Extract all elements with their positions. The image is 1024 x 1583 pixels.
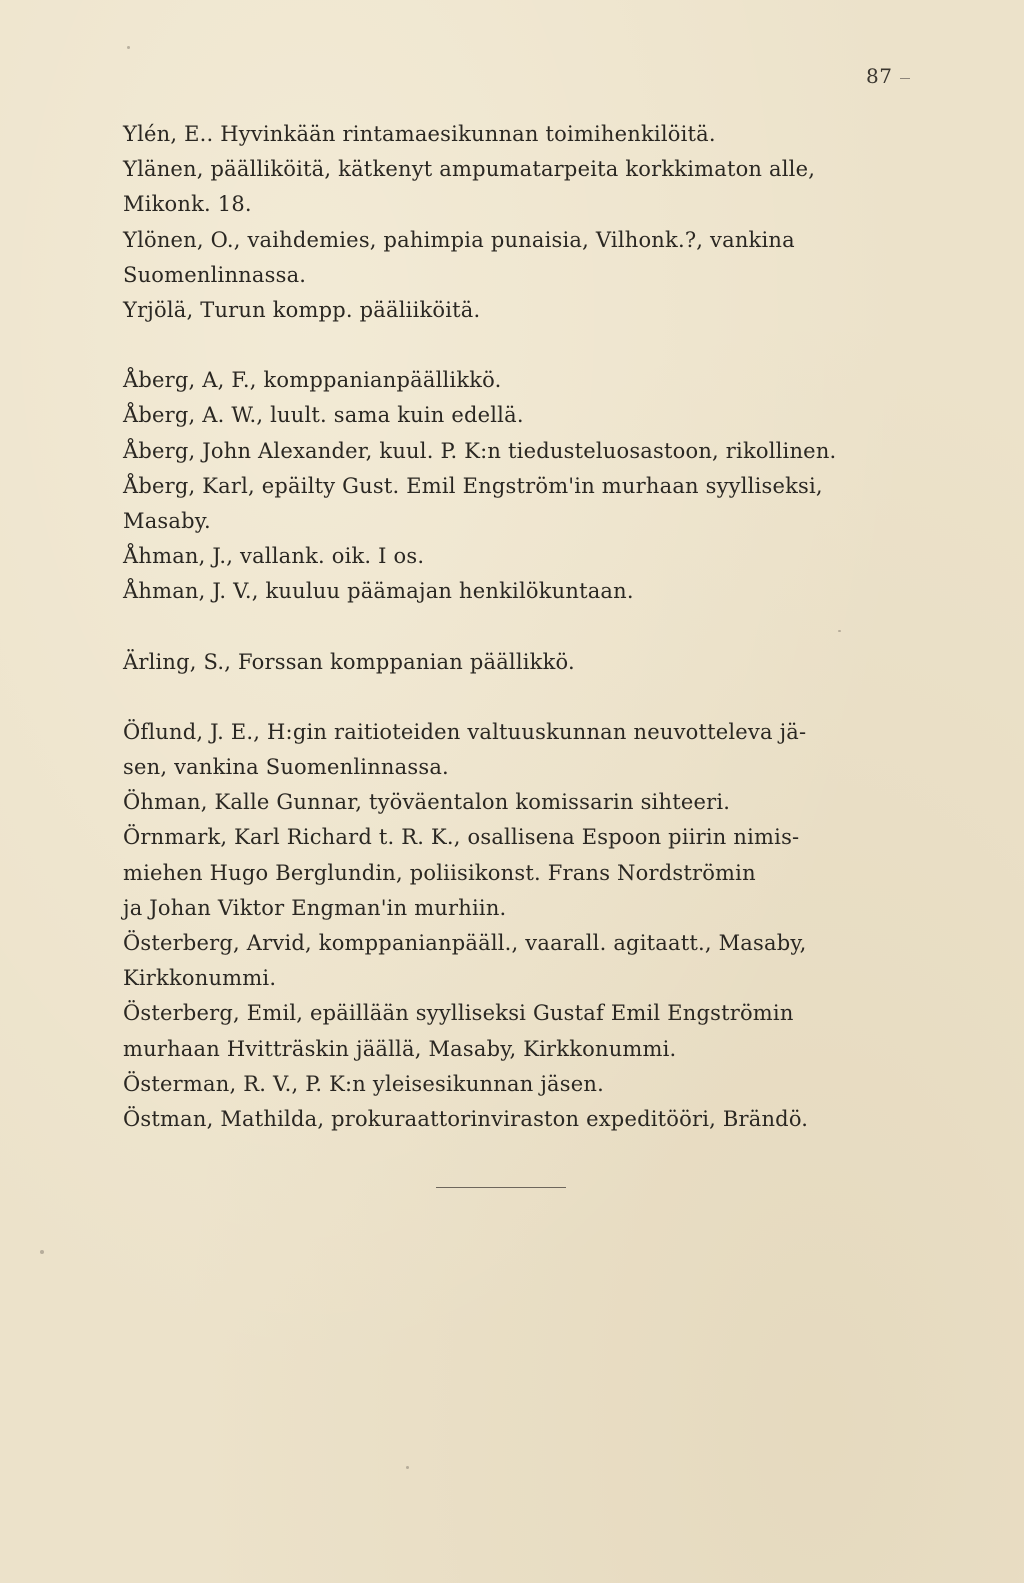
index-entry [123, 574, 893, 609]
entry-line: Åhman, J. V., kuuluu päämajan henkilökuntaan. [123, 579, 634, 604]
entry-line: Öflund, J. E., H:gin raitioteiden valtuuskunnan neuvotteleva jä- [123, 719, 807, 744]
index-entry [123, 926, 893, 996]
entry-line: Suomenlinnassa. [123, 262, 307, 287]
index-entry [123, 152, 893, 222]
index-entry [123, 645, 893, 680]
entry-line: Örnmark, Karl Richard t. R. K., osallisena Espoon piirin nimis- [123, 825, 800, 850]
index-entry [123, 117, 893, 152]
page-number-dash [900, 78, 910, 79]
entry-line: Ylänen, päälliköitä, kätkenyt ampumatarpeita korkkimaton alle, [123, 157, 816, 182]
entry-line: sen, vankina Suomenlinnassa. [123, 755, 449, 780]
page-number: 87 [866, 64, 893, 88]
entry-line: Österberg, Emil, epäillään syylliseksi Gustaf Emil Engströmin [123, 1001, 794, 1026]
entry-line: Åhman, J., vallank. oik. I os. [123, 544, 425, 569]
entry-line: murhaan Hvitträskin jäällä, Masaby, Kirkkonummi. [123, 1036, 677, 1061]
paper-speck [406, 1466, 409, 1469]
entry-line: Åberg, John Alexander, kuul. P. K:n tiedusteluosastoon, rikollinen. [123, 438, 837, 463]
index-entry [123, 539, 893, 574]
entry-line: Åberg, A, F., komppanianpäällikkö. [123, 368, 502, 393]
entry-line: Östman, Mathilda, prokuraattorinviraston expeditööri, Brändö. [123, 1107, 809, 1132]
section-gap [123, 610, 893, 645]
name-index-list [123, 117, 893, 1137]
index-entry [123, 996, 893, 1066]
entry-line: Ärling, S., Forssan komppanian päällikkö. [123, 649, 575, 674]
section-gap [123, 680, 893, 715]
entry-line: Åberg, A. W., luult. sama kuin edellä. [123, 403, 524, 428]
paper-speck [838, 630, 841, 632]
index-entry [123, 223, 893, 293]
index-entry [123, 293, 893, 328]
entry-line: Kirkkonummi. [123, 966, 277, 991]
index-entry [123, 1102, 893, 1137]
index-entry [123, 715, 893, 785]
index-entry [123, 469, 893, 539]
end-rule [436, 1187, 566, 1188]
entry-line: Öhman, Kalle Gunnar, työväentalon komissarin sihteeri. [123, 790, 731, 815]
index-entry [123, 398, 893, 433]
section-gap [123, 328, 893, 363]
entry-line: Ylönen, O., vaihdemies, pahimpia punaisia, Vilhonk.?, vankina [123, 227, 795, 252]
paper-speck [40, 1250, 44, 1254]
entry-line: Mikonk. 18. [123, 192, 252, 217]
entry-line: Yrjölä, Turun kompp. pääliiköitä. [123, 298, 481, 323]
entry-line: Österberg, Arvid, komppanianpääll., vaarall. agitaatt., Masaby, [123, 931, 807, 956]
index-entry [123, 434, 893, 469]
entry-line: Österman, R. V., P. K:n yleisesikunnan jäsen. [123, 1071, 604, 1096]
paper-speck [127, 46, 130, 49]
entry-line: Ylén, E.. Hyvinkään rintamaesikunnan toimihenkilöitä. [123, 122, 716, 146]
index-entry [123, 363, 893, 398]
entry-line: Masaby. [123, 509, 211, 534]
index-entry [123, 1067, 893, 1102]
index-entry [123, 820, 893, 926]
entry-line: miehen Hugo Berglundin, poliisikonst. Frans Nordströmin [123, 860, 756, 885]
entry-line: Åberg, Karl, epäilty Gust. Emil Engström'in murhaan syylliseksi, [123, 473, 823, 498]
index-entry [123, 785, 893, 820]
entry-line: ja Johan Viktor Engman'in murhiin. [123, 895, 507, 920]
